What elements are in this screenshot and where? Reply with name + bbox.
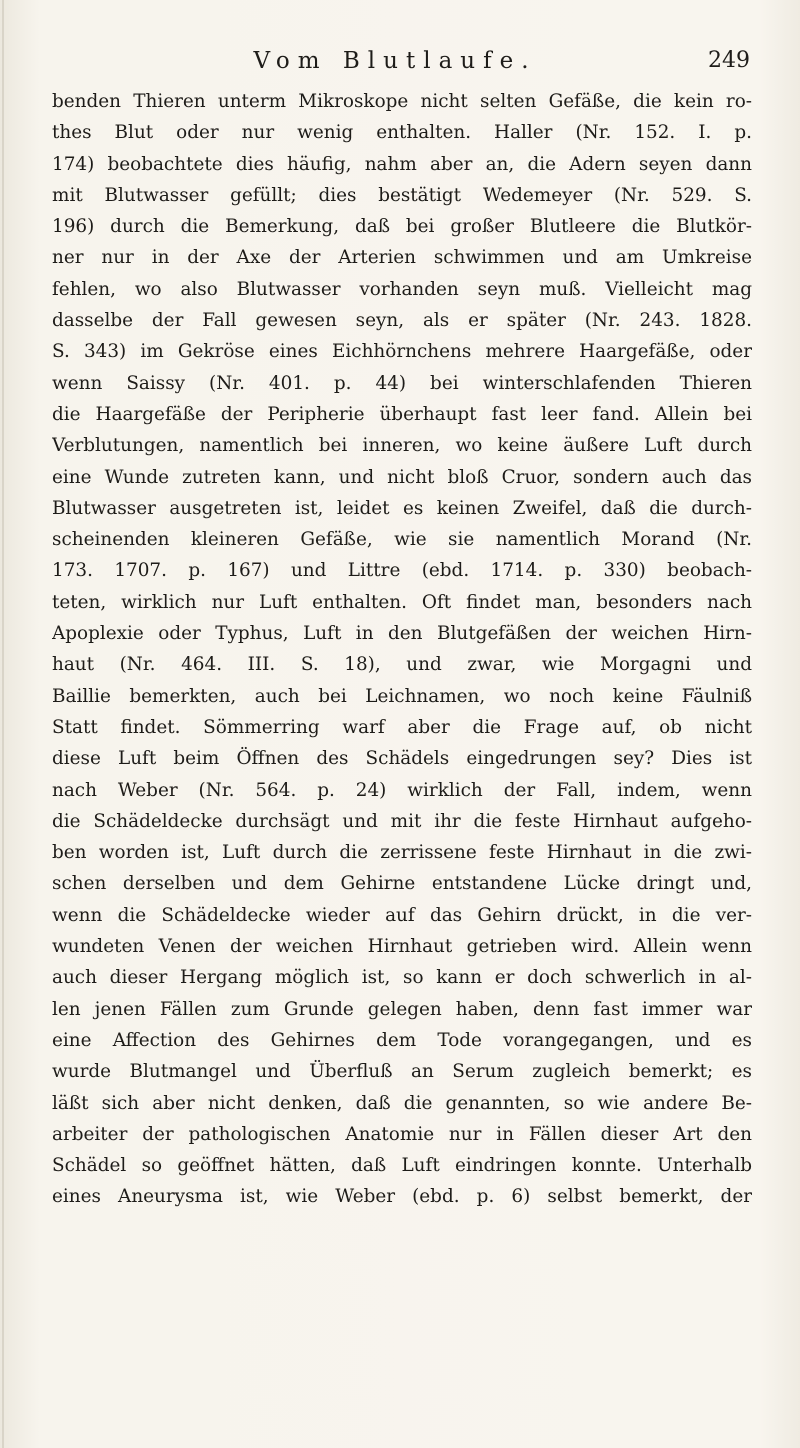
text-line: thes Blut oder nur wenig enthalten. Haller (Nr. 152. I. p. — [52, 122, 752, 144]
text-line: wenn Saissy (Nr. 401. p. 44) bei winterschlafenden Thieren — [52, 372, 752, 394]
text-line: ben worden ist, Luft durch die zerrissene feste Hirnhaut in die zwi- — [52, 842, 752, 864]
running-title: Vom Blutlaufe. — [253, 48, 537, 74]
text-line: 196) durch die Bemerkung, daß bei großer Blutleere die Blutkör- — [52, 216, 752, 238]
text-line: wenn die Schädeldecke wieder auf das Gehirn drückt, in die ver- — [52, 904, 752, 926]
page-edge-shadow — [2, 0, 4, 1448]
text-line: S. 343) im Gekröse eines Eichhörnchens mehrere Haargefäße, oder — [52, 341, 752, 363]
text-line: scheinenden kleineren Gefäße, wie sie namentlich Morand (Nr. — [52, 529, 752, 551]
text-line: dasselbe der Fall gewesen seyn, als er später (Nr. 243. 1828. — [52, 310, 752, 332]
text-line: mit Blutwasser gefüllt; dies bestätigt Wedemeyer (Nr. 529. S. — [52, 184, 752, 206]
text-line: Schädel so geöffnet hätten, daß Luft eindringen konnte. Unterhalb — [52, 1155, 752, 1177]
text-line: arbeiter der pathologischen Anatomie nur in Fällen dieser Art den — [52, 1123, 752, 1145]
text-line: Apoplexie oder Typhus, Luft in den Blutgefäßen der weichen Hirn- — [52, 623, 752, 645]
text-line: ner nur in der Axe der Arterien schwimmen und am Umkreise — [52, 247, 752, 269]
text-line: haut (Nr. 464. III. S. 18), und zwar, wie Morgagni und — [52, 654, 752, 676]
text-line: wurde Blutmangel und Überfluß an Serum zugleich bemerkt; es — [52, 1061, 752, 1083]
page-number: 249 — [708, 48, 750, 73]
text-line: teten, wirklich nur Luft enthalten. Oft findet man, besonders nach — [52, 591, 752, 613]
text-line: eine Wunde zutreten kann, und nicht bloß Cruor, sondern auch das — [52, 466, 752, 488]
text-line: eines Aneurysma ist, wie Weber (ebd. p. 6) selbst bemerkt, der — [52, 1186, 752, 1208]
text-line: fehlen, wo also Blutwasser vorhanden seyn muß. Vielleicht mag — [52, 278, 752, 300]
text-line: 173. 1707. p. 167) und Littre (ebd. 1714. p. 330) beobach- — [52, 560, 752, 582]
text-line: diese Luft beim Öffnen des Schädels eingedrungen sey? Dies ist — [52, 748, 752, 770]
text-line: eine Affection des Gehirnes dem Tode vorangegangen, und es — [52, 1029, 752, 1051]
text-line: nach Weber (Nr. 564. p. 24) wirklich der Fall, indem, wenn — [52, 779, 752, 801]
body-text — [52, 86, 752, 1213]
text-line: wundeten Venen der weichen Hirnhaut getrieben wird. Allein wenn — [52, 936, 752, 958]
text-line: len jenen Fällen zum Grunde gelegen haben, denn fast immer war — [52, 998, 752, 1020]
text-line: Baillie bemerkten, auch bei Leichnamen, wo noch keine Fäulniß — [52, 685, 752, 707]
text-line: Verblutungen, namentlich bei inneren, wo keine äußere Luft durch — [52, 435, 752, 457]
text-line: die Schädeldecke durchsägt und mit ihr die feste Hirnhaut aufgeho- — [52, 810, 752, 832]
page-header — [40, 38, 750, 82]
text-line: die Haargefäße der Peripherie überhaupt fast leer fand. Allein bei — [52, 403, 752, 425]
text-line: Statt findet. Sömmerring warf aber die Frage auf, ob nicht — [52, 716, 752, 738]
text-line: benden Thieren unterm Mikroskope nicht selten Gefäße, die kein ro- — [52, 91, 752, 112]
text-line: auch dieser Hergang möglich ist, so kann er doch schwerlich in al- — [52, 967, 752, 989]
text-line: läßt sich aber nicht denken, daß die genannten, so wie andere Be- — [52, 1092, 752, 1114]
text-line: Blutwasser ausgetreten ist, leidet es keinen Zweifel, daß die durch- — [52, 497, 752, 519]
text-line: 174) beobachtete dies häufig, nahm aber an, die Adern seyen dann — [52, 153, 752, 175]
text-line: schen derselben und dem Gehirne entstandene Lücke dringt und, — [52, 873, 752, 895]
